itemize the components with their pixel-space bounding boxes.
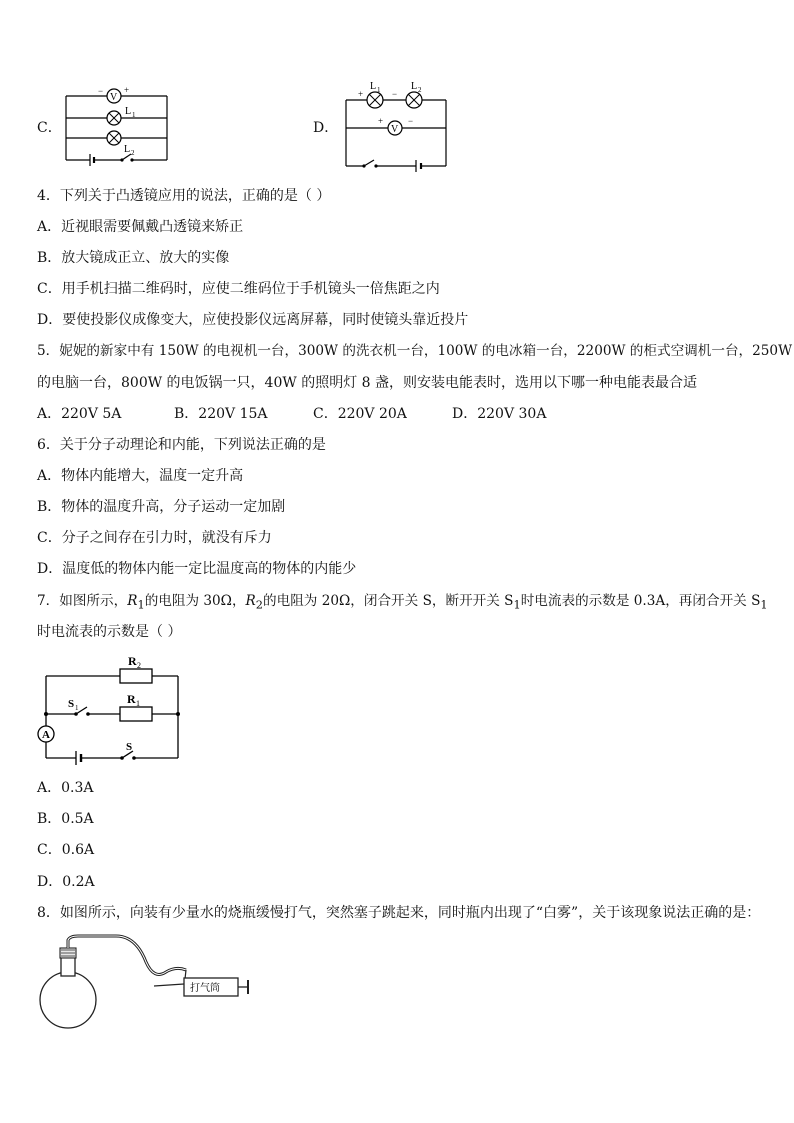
- q7-option-a: A．0.3A: [37, 780, 94, 796]
- q5-stem-line2: 的电脑一台，800W 的电饭锅一只，40W 的照明灯 8 盏，则安装电能表时，选用以下哪一种电能表最合适: [37, 375, 698, 391]
- svg-text:1: 1: [132, 111, 136, 119]
- q4-option-d: D．要使投影仪成像变大，应使投影仪远离屏幕，同时使镜头靠近投片: [37, 312, 469, 328]
- q4-stem: 4．下列关于凸透镜应用的说法，正确的是（ ）: [37, 188, 331, 204]
- resistor-r1: [120, 707, 152, 721]
- svg-text:1: 1: [377, 86, 381, 94]
- svg-text:2: 2: [137, 661, 141, 670]
- option-c-label: C．: [37, 120, 62, 136]
- circuit-diagram-c: [62, 86, 172, 168]
- q4-option-b: B．放大镜成正立、放大的实像: [37, 250, 230, 266]
- q4-option-c: C．用手机扫描二维码时，应使二维码位于手机镜头一倍焦距之内: [37, 281, 440, 297]
- q6-option-b: B．物体的温度升高，分子运动一定加剧: [37, 499, 286, 515]
- svg-text:L: L: [124, 144, 131, 155]
- svg-text:−: −: [408, 116, 414, 126]
- circuit-diagram-q7: [34, 652, 184, 767]
- svg-text:R: R: [127, 692, 136, 706]
- flask-pump-figure: [36, 932, 258, 1032]
- q6-option-a: A．物体内能增大，温度一定升高: [37, 468, 244, 484]
- q7-option-c: C．0.6A: [37, 842, 95, 858]
- svg-text:+: +: [358, 89, 364, 99]
- flask-icon: [40, 972, 96, 1028]
- svg-text:打气筒: 打气筒: [190, 983, 220, 994]
- svg-text:−: −: [392, 89, 398, 99]
- switch-icon: [364, 160, 374, 166]
- option-d-label: D．: [313, 120, 339, 136]
- circuit-diagram-d: [340, 80, 452, 172]
- q5-option-a: A．220V 5A: [37, 406, 122, 422]
- q5-option-d: D．220V 30A: [452, 406, 547, 422]
- svg-text:2: 2: [131, 149, 135, 157]
- q6-option-c: C．分子之间存在引力时，就没有斥力: [37, 530, 272, 546]
- q5-stem-line1: 5．妮妮的新家中有 150W 的电视机一台，300W 的洗衣机一台，100W 的电冰箱一台，2200W 的柜式空调机一台，250W: [37, 343, 793, 359]
- svg-text:1: 1: [136, 699, 140, 708]
- q5-option-c: C．220V 20A: [313, 406, 407, 422]
- svg-text:A: A: [42, 729, 50, 741]
- q8-stem: 8．如图所示，向装有少量水的烧瓶缓慢打气，突然塞子跳起来，同时瓶内出现了“白雾”，关于该现象说法正确的是：: [37, 905, 761, 921]
- svg-text:R: R: [128, 654, 137, 668]
- svg-text:−: −: [98, 86, 104, 96]
- svg-text:+: +: [378, 116, 384, 126]
- q5-option-b: B．220V 15A: [174, 406, 268, 422]
- q7-option-d: D．0.2A: [37, 874, 95, 890]
- svg-text:L: L: [411, 81, 418, 92]
- svg-text:V: V: [391, 124, 399, 135]
- svg-text:2: 2: [418, 86, 422, 94]
- svg-text:L: L: [370, 81, 377, 92]
- q4-option-a: A．近视眼需要佩戴凸透镜来矫正: [37, 219, 244, 235]
- q6-stem: 6．关于分子动理论和内能，下列说法正确的是: [37, 437, 326, 453]
- svg-text:S: S: [68, 698, 75, 710]
- q7-stem-line2: 时电流表的示数是（ ）: [37, 624, 182, 640]
- svg-text:1: 1: [75, 704, 79, 712]
- svg-text:L: L: [125, 106, 132, 117]
- q7-stem-line1: 7．如图所示，$R_1$的电阻为 30Ω，$R_2$的电阻为 20Ω，闭合开关 S，断开开关 $S_1$时电流表的示数是 0.3A，再闭合开关 $S_1$: [37, 593, 768, 612]
- svg-text:V: V: [110, 92, 118, 103]
- svg-text:+: +: [124, 85, 130, 95]
- q6-option-d: D．温度低的物体内能一定比温度高的物体的内能少: [37, 561, 357, 577]
- q7-option-b: B．0.5A: [37, 811, 94, 827]
- resistor-r2: [120, 669, 152, 683]
- svg-text:S: S: [126, 741, 133, 753]
